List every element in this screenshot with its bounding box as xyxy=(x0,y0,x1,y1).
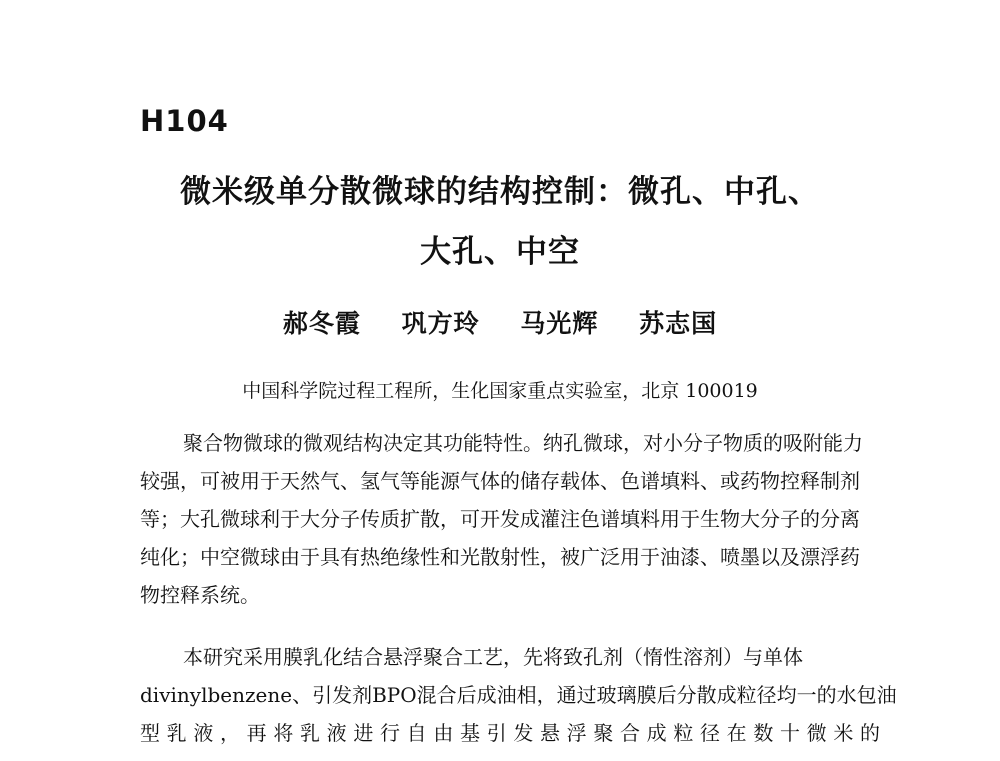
paper-title-line-2: 大孔、中空 xyxy=(420,234,580,270)
paragraph-line: 物控释系统。 xyxy=(140,583,260,607)
author-list xyxy=(0,304,1000,340)
paper-title-line-1: 微米级单分散微球的结构控制：微孔、中孔、 xyxy=(180,174,820,210)
paragraph-line: 纯化；中空微球由于具有热绝缘性和光散射性，被广泛用于油漆、喷墨以及漂浮药 xyxy=(140,545,860,569)
author-name: 苏志国 xyxy=(639,309,718,338)
paper-code: H104 xyxy=(140,104,229,138)
author-name: 马光辉 xyxy=(520,309,599,338)
paragraph-line: 本研究采用膜乳化结合悬浮聚合工艺，先将致孔剂（惰性溶剂）与单体 xyxy=(183,645,803,669)
paragraph-line: 较强，可被用于天然气、氢气等能源气体的储存载体、色谱填料、或药物控释制剂 xyxy=(140,469,860,493)
author-name: 郝冬霞 xyxy=(282,309,361,338)
paragraph-line: divinylbenzene、引发剂BPO混合后成油相，通过玻璃膜后分散成粒径均一的水包油 xyxy=(140,683,897,707)
author-name: 巩方玲 xyxy=(401,309,480,338)
paragraph-line: 型乳液，再将乳液进行自由基引发悬浮聚合成粒径在数十微米的 xyxy=(140,721,880,745)
abstract-paragraph-1 xyxy=(140,424,880,614)
abstract-paragraph-2 xyxy=(140,638,897,752)
paragraph-line: 聚合物微球的微观结构决定其功能特性。纳孔微球，对小分子物质的吸附能力 xyxy=(183,431,863,455)
paragraph-line: 等；大孔微球利于大分子传质扩散，可开发成灌注色谱填料用于生物大分子的分离 xyxy=(140,507,860,531)
affiliation: 中国科学院过程工程所，生化国家重点实验室，北京 100019 xyxy=(242,380,758,402)
